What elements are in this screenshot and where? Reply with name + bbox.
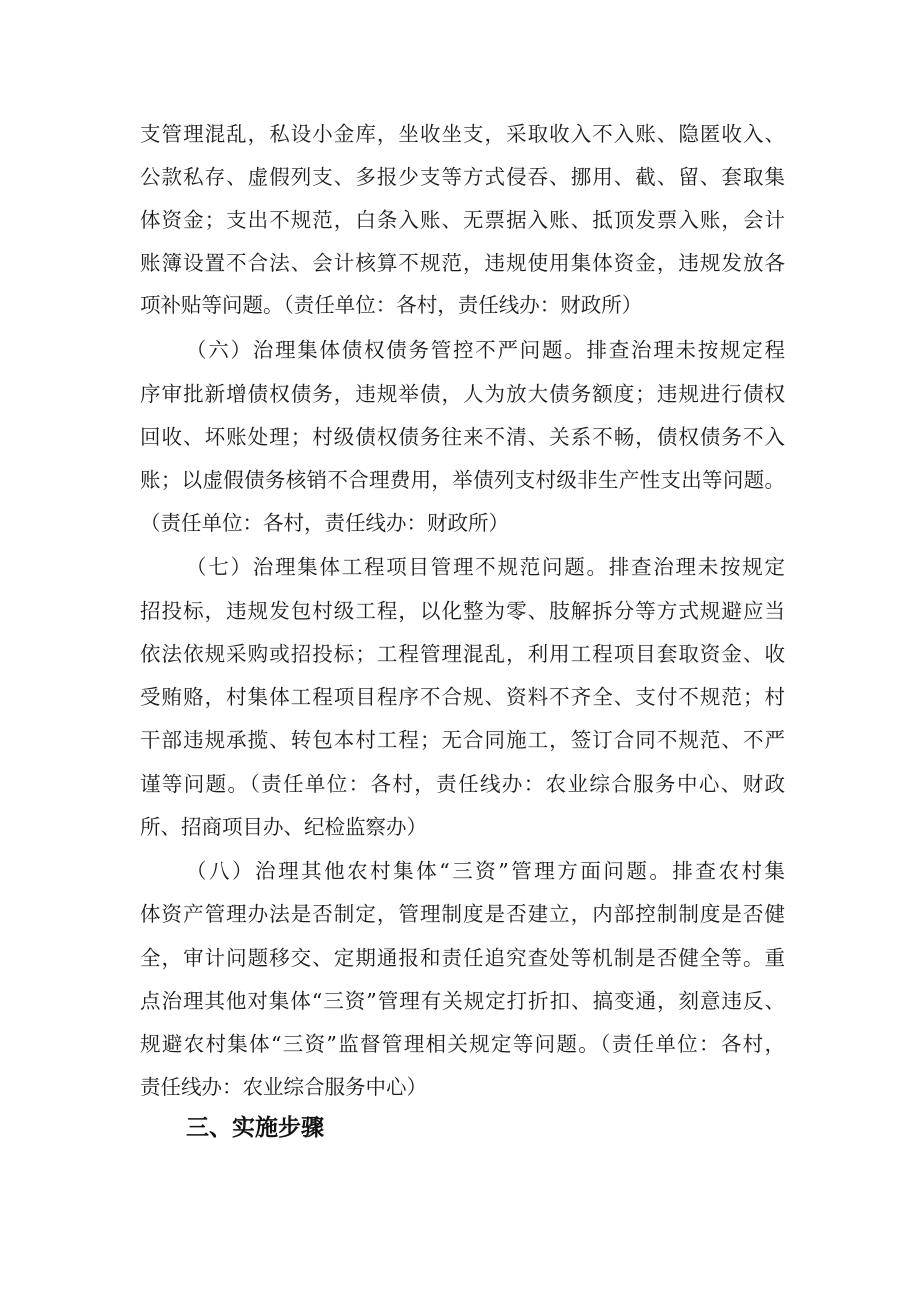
paragraph-line: 公款私存、虚假列支、多报少支等方式侵吞、挪用、截、留、套取集 bbox=[140, 165, 785, 189]
section-8-first-line: （八）治理其他农村集体“三资”管理方面问题。排查农村集 bbox=[186, 859, 785, 883]
paragraph-line: 依法依规采购或招投标；工程管理混乱，利用工程项目套取资金、收 bbox=[140, 642, 785, 666]
paragraph-line: 体资产管理办法是否制定，管理制度是否建立，内部控制制度是否健 bbox=[140, 902, 785, 926]
paragraph-line: 回收、坏账处理；村级债权债务往来不清、关系不畅，债权债务不入 bbox=[140, 425, 785, 449]
section-7-first-line: （七）治理集体工程项目管理不规范问题。排查治理未按规定 bbox=[186, 555, 785, 579]
paragraph-line: 账；以虚假债务核销不合理费用，举债列支村级非生产性支出等问题。 bbox=[140, 468, 785, 492]
paragraph-line: 责任线办：农业综合服务中心） bbox=[140, 1075, 427, 1099]
paragraph-line: 账簿设置不合法、会计核算不规范，违规使用集体资金，违规发放各 bbox=[140, 251, 785, 275]
paragraph-line: 受贿赂，村集体工程项目程序不合规、资料不齐全、支付不规范；村 bbox=[140, 685, 785, 709]
paragraph-line: 序审批新增债权债务，违规举债，人为放大债务额度；违规进行债权 bbox=[140, 382, 785, 406]
paragraph-line: 点治理其他对集体“三资”管理有关规定打折扣、搞变通，刻意违反、 bbox=[140, 989, 785, 1013]
paragraph-line: 全，审计问题移交、定期通报和责任追究查处等机制是否健全等。重 bbox=[140, 946, 785, 970]
paragraph-line: 体资金；支出不规范，白条入账、无票据入账、抵顶发票入账，会计 bbox=[140, 208, 785, 232]
paragraph-line: 招投标，违规发包村级工程，以化整为零、肢解拆分等方式规避应当 bbox=[140, 599, 785, 623]
section-6-first-line: （六）治理集体债权债务管控不严问题。排查治理未按规定程 bbox=[186, 338, 785, 362]
paragraph-line: 所、招商项目办、纪检监察办） bbox=[140, 815, 427, 839]
paragraph-line: 项补贴等问题。（责任单位：各村，责任线办：财政所） bbox=[140, 293, 643, 317]
paragraph-line: （责任单位：各村，责任线办：财政所） bbox=[140, 511, 509, 535]
paragraph-line: 干部违规承揽、转包本村工程；无合同施工，签订合同不规范、不严 bbox=[140, 728, 785, 752]
paragraph-line: 谨等问题。（责任单位：各村，责任线办：农业综合服务中心、财政 bbox=[140, 772, 785, 796]
paragraph-line: 支管理混乱，私设小金库，坐收坐支，采取收入不入账、隐匿收入、 bbox=[140, 122, 785, 146]
paragraph-line: 规避农村集体“三资”监督管理相关规定等问题。（责任单位：各村， bbox=[140, 1032, 785, 1056]
section-heading: 三、实施步骤 bbox=[186, 1115, 324, 1141]
